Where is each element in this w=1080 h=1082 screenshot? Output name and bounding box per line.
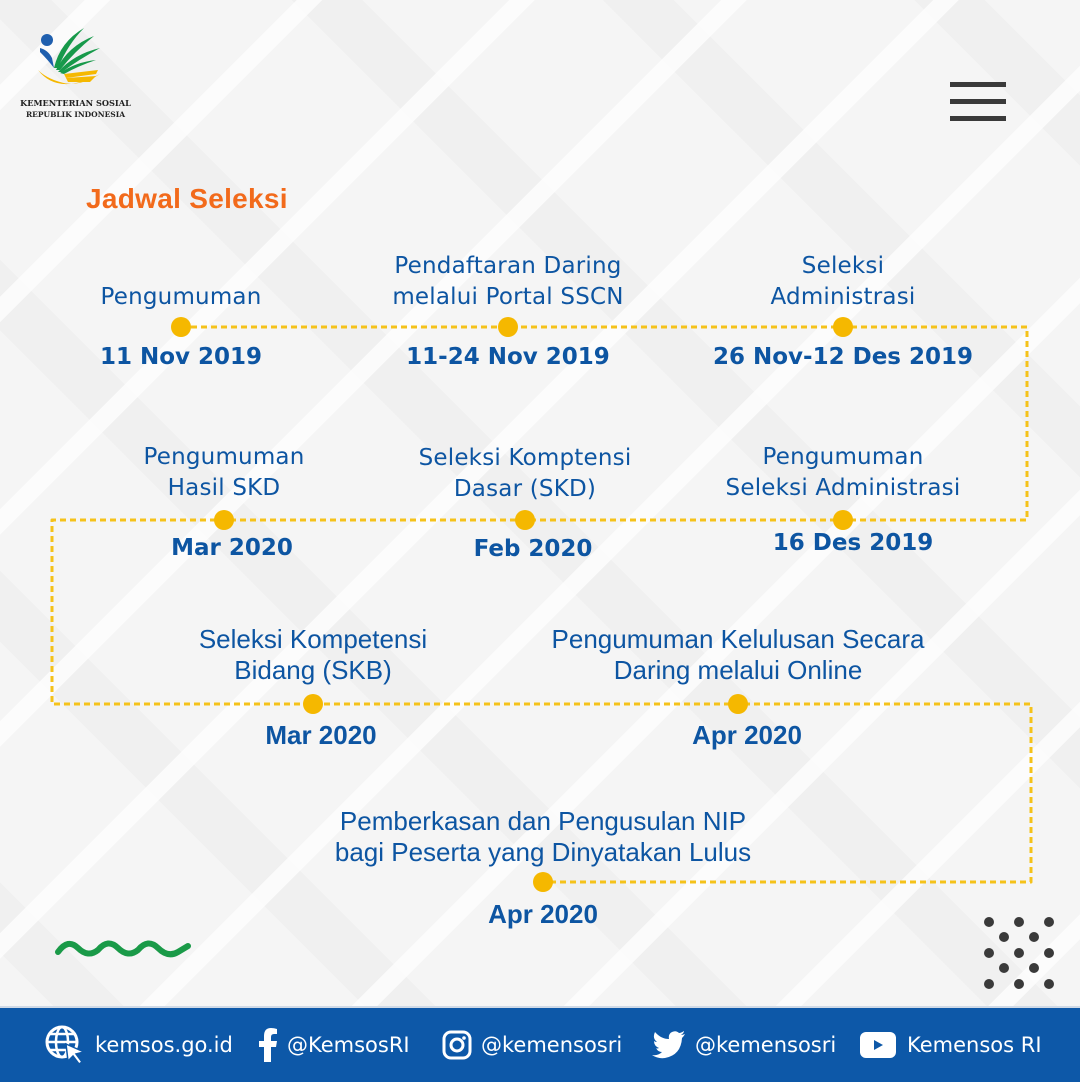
- footer-facebook-link[interactable]: [258, 1008, 410, 1082]
- timeline-dot-4: [833, 510, 853, 530]
- instagram-handle: @kemensosri: [481, 1033, 623, 1057]
- logo-text-line1: KEMENTERIAN SOSIAL: [20, 98, 131, 108]
- youtube-icon: [860, 1032, 896, 1058]
- website-text: kemsos.go.id: [95, 1033, 233, 1057]
- timeline-label-5: Seleksi Komptensi Dasar (SKD): [418, 445, 632, 502]
- footer-instagram-link[interactable]: [442, 1008, 622, 1082]
- logo-text-line2: REPUBLIK INDONESIA: [25, 110, 126, 119]
- timeline-dot-8: [728, 694, 748, 714]
- timeline-label-1: Pengumuman: [100, 284, 262, 310]
- twitter-handle: @kemensosri: [695, 1033, 837, 1057]
- timeline-date-9: Apr 2020: [488, 899, 598, 929]
- footer-youtube-link[interactable]: [860, 1008, 1042, 1082]
- timeline-date-7: Mar 2020: [265, 720, 377, 750]
- timeline-dot-5: [515, 510, 535, 530]
- timeline-dot-3: [833, 317, 853, 337]
- timeline-date-1: 11 Nov 2019: [99, 344, 263, 370]
- timeline-date-3: 26 Nov-12 Des 2019: [712, 344, 974, 370]
- timeline-label-4: Pengumuman Seleksi Administrasi: [725, 444, 961, 501]
- footer-twitter-link[interactable]: [652, 1008, 836, 1082]
- dot-grid-decoration-icon: [980, 915, 1070, 995]
- facebook-handle: @KemsosRI: [287, 1033, 410, 1057]
- timeline-dot-2: [498, 317, 518, 337]
- timeline-dot-7: [303, 694, 323, 714]
- timeline-dot-1: [171, 317, 191, 337]
- wave-decoration-icon: [54, 934, 194, 968]
- timeline-label-2: Pendaftaran Daring melalui Portal SSCN: [392, 253, 624, 310]
- timeline-date-4: 16 Des 2019: [772, 530, 934, 556]
- timeline-label-6: Pengumuman Hasil SKD: [143, 444, 305, 501]
- timeline-date-6: Mar 2020: [171, 535, 293, 561]
- timeline-date-2: 11-24 Nov 2019: [406, 344, 610, 370]
- timeline-date-5: Feb 2020: [473, 536, 593, 562]
- timeline-dot-6: [214, 510, 234, 530]
- timeline-label-9: Pemberkasan dan Pengusulan NIP bagi Peserta yang Dinyatakan Lulus: [334, 806, 752, 867]
- footer-social-bar: [0, 1006, 1080, 1082]
- timeline-label-8: Pengumuman Kelulusan Secara Daring melalui Online: [551, 624, 925, 685]
- facebook-icon: [258, 1028, 278, 1062]
- timeline-dot-9: [533, 872, 553, 892]
- instagram-icon: [442, 1030, 472, 1060]
- timeline-label-7: Seleksi Kompetensi Bidang (SKB): [198, 624, 428, 685]
- twitter-icon: [652, 1031, 686, 1059]
- page-title: Jadwal Seleksi: [86, 183, 288, 214]
- timeline-date-8: Apr 2020: [692, 720, 802, 750]
- footer-website-link[interactable]: [44, 1008, 233, 1082]
- globe-cursor-icon: [44, 1024, 86, 1066]
- timeline-label-3: Seleksi Administrasi: [770, 253, 916, 310]
- youtube-channel: Kemensos RI: [907, 1033, 1042, 1057]
